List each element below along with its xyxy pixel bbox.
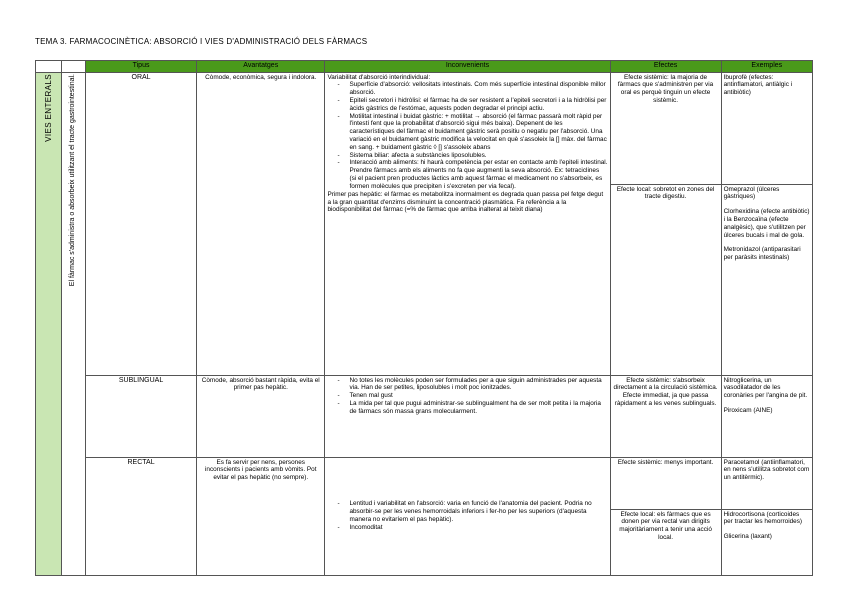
list-item: Glicerina (laxant) [723, 533, 772, 541]
group-label: VIES ENTERALS [43, 73, 53, 142]
oral-efecte-sistemic: Efecte sistèmic: la majoria de fàrmacs que s'administren per via oral es perquè tinguin un efecte sistèmic. [610, 72, 721, 184]
list-item: - Incomoditat [349, 524, 607, 532]
rectal-tipus: RECTAL [86, 457, 197, 575]
header-blank [36, 61, 62, 73]
list-item: - Lentitud i variabilitat en l'absorció: varia en funció de l'anatomia del pacient. Podria no absorbir-se per les venes hemorroidals inferiors i fer-ho per les superiors (d'aquesta manera no evitaríem el pas hepàtic). [349, 500, 607, 523]
administration-routes-table [35, 60, 813, 576]
rectal-exemples-locals [721, 509, 812, 575]
group-sublabel: El fàrmac s'administra o absorbeix utilitzant el tracte gastrointestinal. [69, 73, 77, 286]
list-item: - Tenen mal gust [349, 392, 607, 400]
rectal-exemple-paracetamol: Paracetamol (antiinflamatori, en nens s'utilitza sobretot com un antitèrmic). [721, 457, 812, 509]
sublingual-tipus: SUBLINGUAL [86, 375, 197, 457]
list-item: - Interacció amb aliments: hi haurà competència per estar en contacte amb l'epiteli intestinal. Prendre fàrmacs amb els aliments no fa que augmenti la seva absorció. Ex: tetraciclines (si el pacient pren productes làctics amb aquest fàrmac el medicament no s'absorbeix, es formen molècules que precipiten i s'excreten per via fecal). [349, 159, 607, 190]
list-item: Omeprazol (úlceres gàstriques) [723, 185, 780, 201]
list-item: Piroxicam (AINE) [723, 406, 773, 414]
oral-efecte-local: Efecte local: sobretot en zones del tracte digestiu. [610, 184, 721, 375]
rectal-avantatges: Es fa servir per nens, persones inconscients i pacients amb vòmits. Pot evitar el pas hepàtic (no sempre). [197, 457, 325, 575]
rectal-row-1 [36, 457, 813, 509]
list-item: - Sistema biliar: afecta a substàncies liposolubles. [349, 152, 607, 160]
header-inconvenients: Inconvenients [325, 61, 610, 73]
oral-inconv-list [327, 81, 607, 190]
header-avantatges: Avantatges [197, 61, 325, 73]
list-item: Nitroglicerina, un vasodilatador de les coronàries per l'angina de pit. [723, 376, 808, 400]
rectal-inconv-list [327, 500, 607, 531]
list-item: Hidrocortisona (corticoides per tractar les hemorroides) [723, 510, 803, 526]
oral-exemples-locals [721, 184, 812, 375]
oral-inconvenients [325, 72, 610, 375]
header-blank [62, 61, 86, 73]
header-efectes: Efectes [610, 61, 721, 73]
list-item: Metronidazol (antiparasitari per paràsits intestinals) [723, 246, 801, 262]
group-sublabel-cell [62, 72, 86, 575]
rectal-efecte-sistemic: Efecte sistèmic: menys important. [610, 457, 721, 509]
list-item: - No totes les molècules poden ser formulades per a que siguin administrades per aquesta via. Han de ser petites, liposolubles i molt poc ionitzades. [349, 377, 607, 393]
list-item: Clorhexidina (efecte antibiòtic) i la Benzocaïna (efecte analgèsic), que s'utilitzen per úlceres bucals i mal de gola. [723, 208, 810, 239]
rectal-inconvenients [325, 457, 610, 575]
oral-row-1 [36, 72, 813, 184]
oral-inconv-outro: Primer pas hepàtic: el fàrmac es metabolitza inormalment es degrada quan passa pel fetge degut a la gran quantitat d'enzims disminuint la concentració plasmàtica. Fa referència a la biodisponibilitat del fàrmac (=% de fàrmac que arriba inalterat al teixit diana) [327, 190, 604, 214]
list-item: - Epiteli secretori i hidròlisi: el fàrmac ha de ser resistent a l'epiteli secretori i a la hidròlisi per àcids gàstrics de l'estómac, aquests poden degradar el principi actiu. [349, 97, 607, 113]
list-item: - La mida per tal que pugui administrar-se sublingualment ha de ser molt petita i la majoria de fàrmacs són massa grans molecularment. [349, 400, 607, 416]
sublingual-inconv-list [327, 377, 607, 416]
sublingual-avantatges: Còmode, absorció bastant ràpida, evita el primer pas hepàtic. [197, 375, 325, 457]
oral-tipus: ORAL [86, 72, 197, 375]
oral-avantatges: Còmode, econòmica, segura i indolora. [197, 72, 325, 375]
rectal-efecte-local: Efecte local: els fàrmacs que es donen per via rectal van dirigits majoritàriament a tenir una acció local. [610, 509, 721, 575]
group-label-cell [36, 72, 62, 575]
list-item: - Motilitat intestinal i buidat gàstric: + motilitat → absorció (el fàrmac passarà molt ràpid per l'intestí fent que la probabilitat d'absorció sigui més baixa). Depenent de les característiques del fàrmac el buidament gàstric serà positiu o negatiu per l'absorció. Una variació en el buidament gàstric modifica la velocitat en què s'assoleix la [] màx. del fàrmac en sang. + buidament gàstric ◊ [] s'assoleix abans [349, 113, 607, 152]
page-title: TEMA 3. FARMACOCINÈTICA: ABSORCIÓ I VIES D'ADMINISTRACIÓ DELS FÀRMACS [35, 37, 368, 46]
sublingual-exemples [721, 375, 812, 457]
sublingual-row [36, 375, 813, 457]
sublingual-inconvenients [325, 375, 610, 457]
oral-inconv-intro: Variabilitat d'absorció interindividual: [327, 73, 431, 81]
sublingual-efecte: Efecte sistèmic: s'absorbeix directament a la circulació sistèmica. Efecte immediat, ja que passa ràpidament a les venes sublinguals. [610, 375, 721, 457]
oral-exemple-ibuprofe: Ibuprofè (efectes: antinflamatori, antiàlgic i antibiòtic) [721, 72, 812, 184]
list-item: - Superfície d'absorció: vellositats intestinals. Com més superfície intestinal disponible millor absorció. [349, 81, 607, 97]
header-exemples: Exemples [721, 61, 812, 73]
header-row [36, 61, 813, 73]
header-tipus: Tipus [86, 61, 197, 73]
